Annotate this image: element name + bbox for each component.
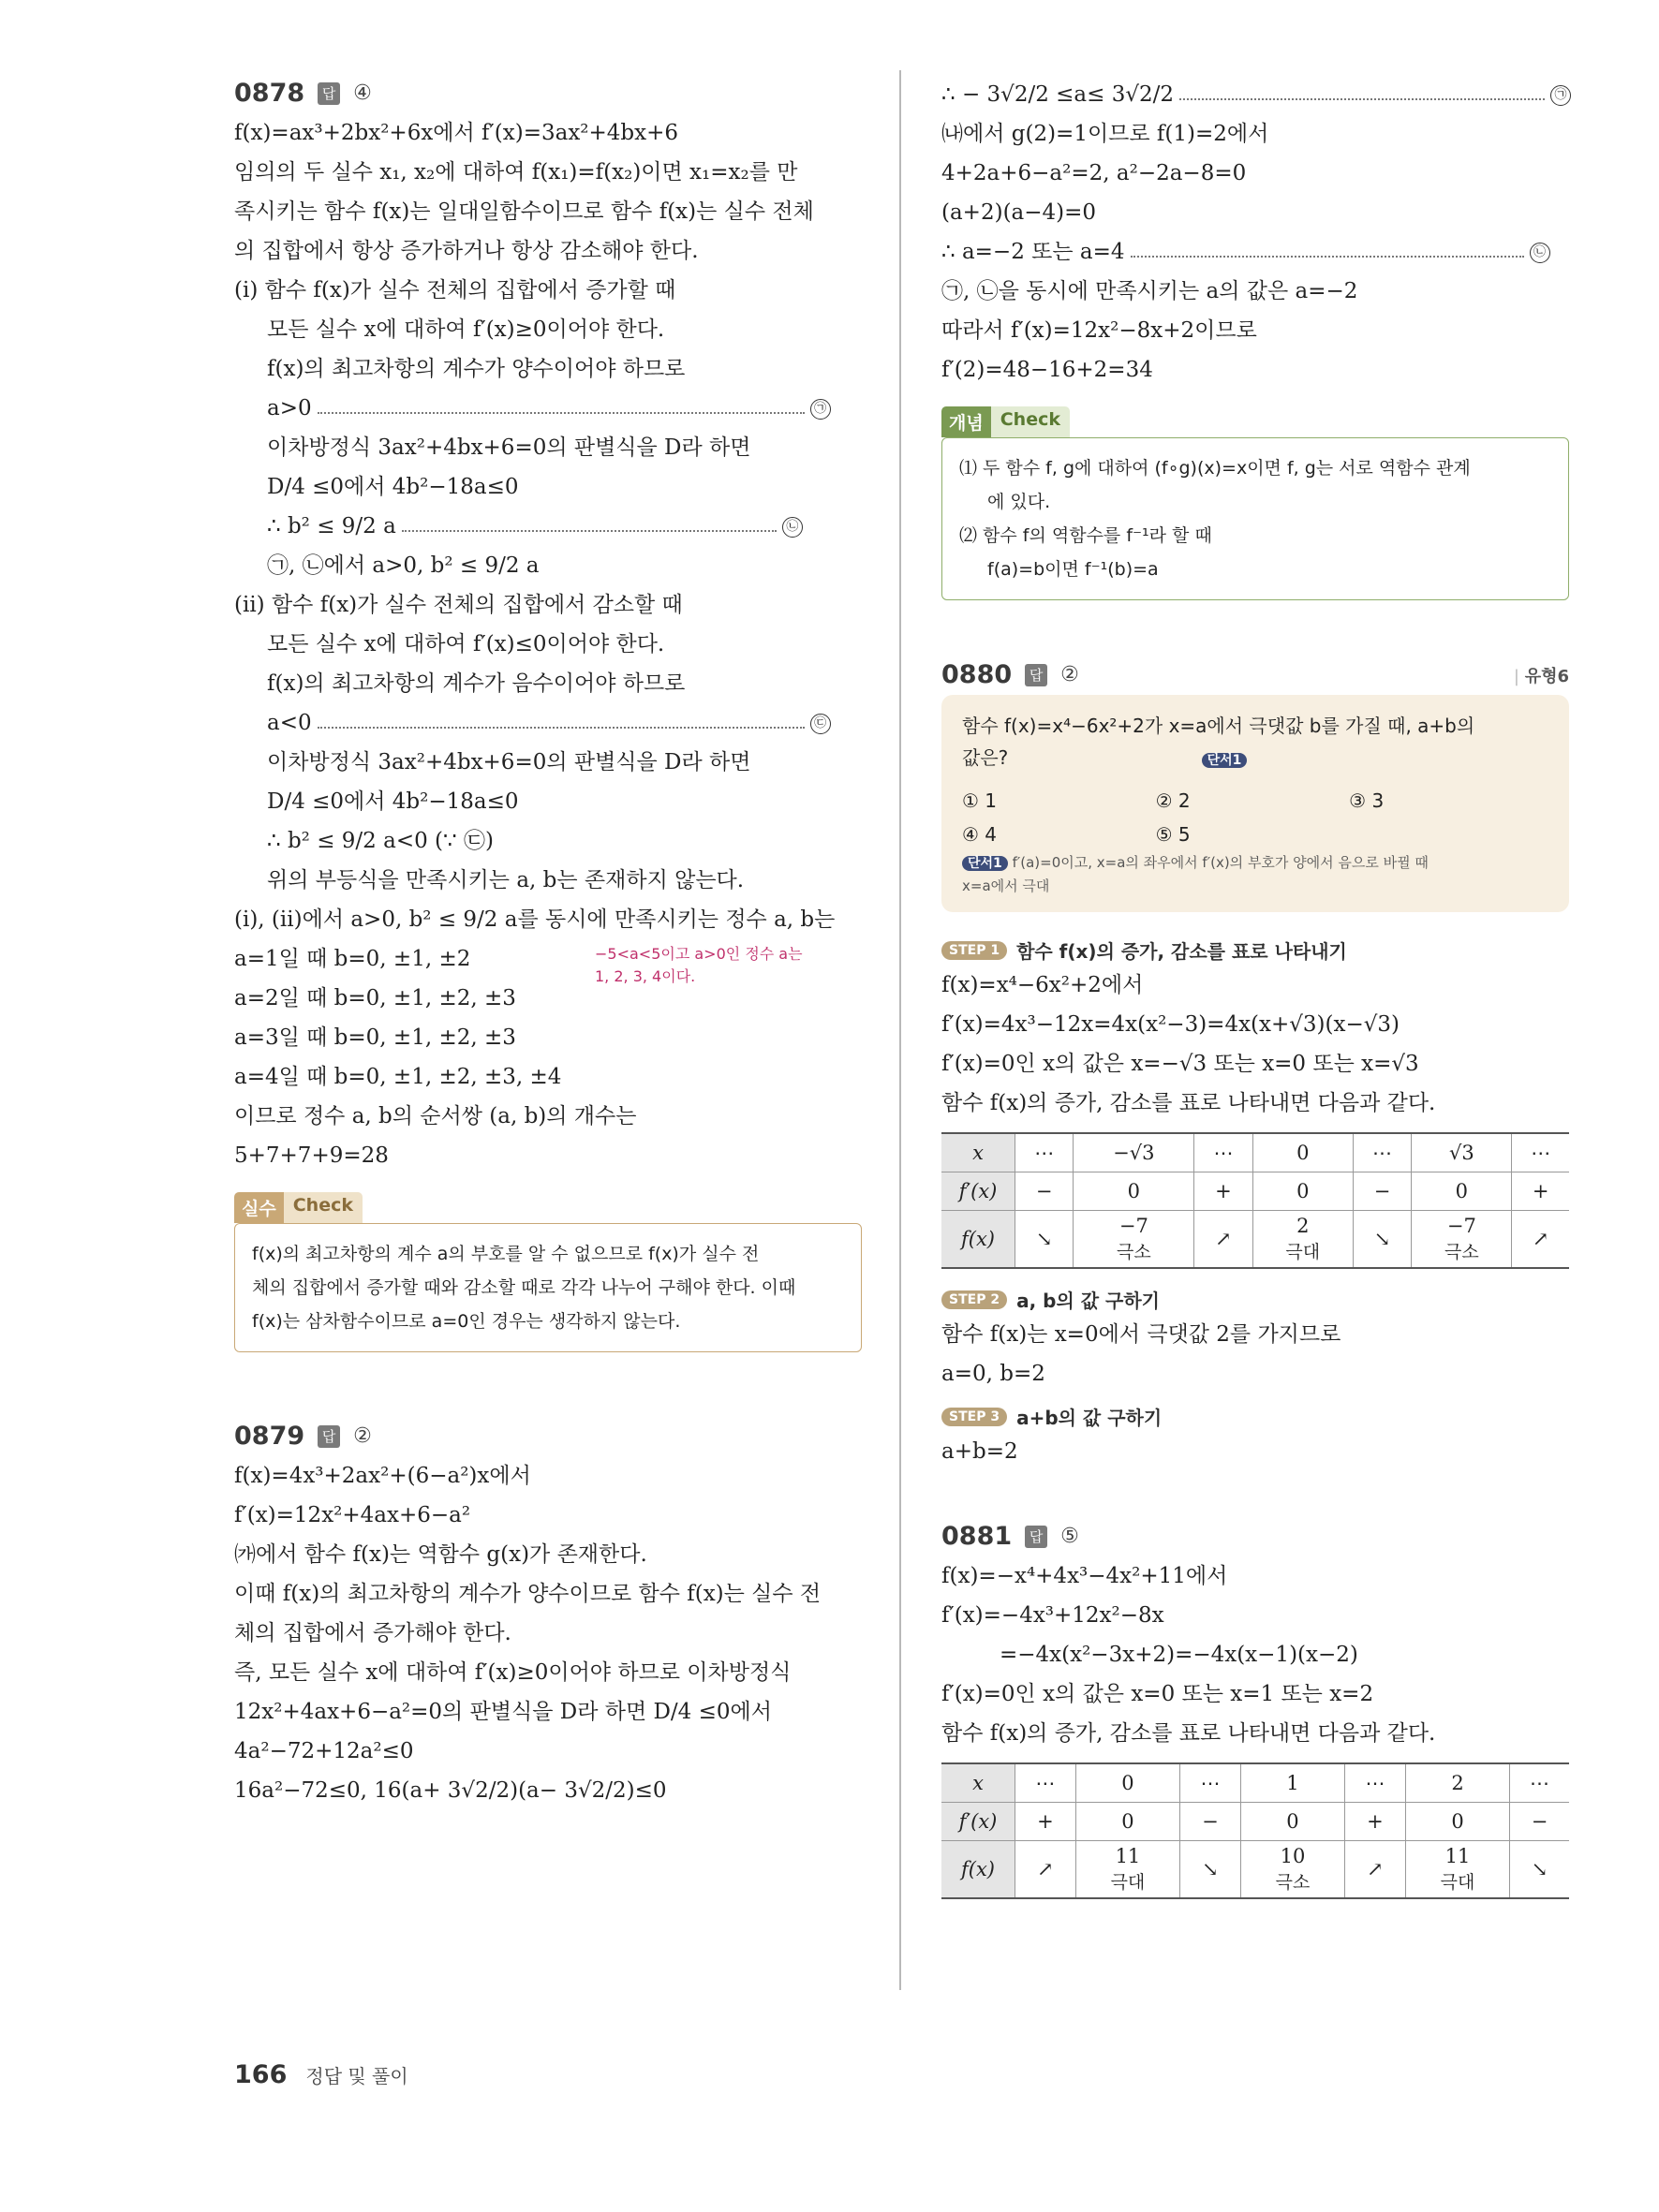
table-cell: 0 <box>1075 1803 1179 1841</box>
cell-value: 10 <box>1280 1845 1306 1867</box>
cell-sub: 극소 <box>1275 1872 1311 1893</box>
cell-value: ↘ <box>1373 1228 1391 1250</box>
solution-line: 임의의 두 실수 x₁, x₂에 대하여 f(x₁)=f(x₂)이면 x₁=x₂를 만 <box>234 160 798 184</box>
integer-pairs-block <box>234 939 862 1097</box>
table-cell: −√3 <box>1074 1133 1194 1172</box>
cell-value: ↘ <box>1531 1858 1548 1880</box>
table-cell <box>1015 1841 1076 1899</box>
cell-value: 2 <box>1296 1215 1310 1237</box>
note-line: ⑵ 함수 f의 역함수를 f⁻¹라 할 때 <box>959 525 1212 546</box>
leader-dots <box>402 523 777 532</box>
concept-check-box <box>941 437 1569 600</box>
solution-line: a=2일 때 b=0, ±1, ±2, ±3 <box>234 986 516 1010</box>
table-cell <box>1075 1841 1179 1899</box>
equation: ∴ − 3√2/2 ≤a≤ 3√2/2 <box>941 82 1175 107</box>
problem-number: 0879 <box>234 1422 305 1451</box>
table-cell <box>1240 1841 1344 1899</box>
table-cell: 1 <box>1240 1763 1344 1803</box>
table-cell: ⋯ <box>1194 1133 1252 1172</box>
solution-line: 모든 실수 x에 대하여 f′(x)≥0이어야 한다. <box>267 317 665 342</box>
choice-3: ③ 3 <box>1349 789 1385 812</box>
clue-tag: 단서1 <box>1202 753 1248 768</box>
final-answer-line: a+b=2 <box>941 1439 1018 1464</box>
problem-number: 0878 <box>234 79 305 108</box>
row-head: f(x) <box>941 1841 1015 1899</box>
cell-value: ↘ <box>1035 1228 1053 1250</box>
final-answer-line: f′(2)=48−16+2=34 <box>941 358 1153 382</box>
question-line-2 <box>962 742 1548 776</box>
solution-line: 이차방정식 3ax²+4bx+6=0의 판별식을 D라 하면 <box>267 750 751 774</box>
table-cell: 0 <box>1252 1172 1353 1211</box>
note-line: f(x)의 최고차항의 계수 a의 부호를 알 수 없으므로 f(x)가 실수 전 <box>252 1244 760 1264</box>
leader-dots <box>318 405 805 414</box>
problem-0880-header <box>941 660 1569 689</box>
cell-value: ↗ <box>1037 1858 1054 1880</box>
table-row <box>941 1763 1569 1803</box>
problem-0878-header <box>234 79 862 108</box>
equation: a>0 <box>267 396 312 420</box>
increase-decrease-table <box>941 1762 1569 1899</box>
cell-value: ↗ <box>1367 1858 1384 1880</box>
solution-line: ∴ b² ≤ 9/2 a<0 (∵ ㉢) <box>267 829 494 853</box>
hint-line: f′(a)=0이고, x=a의 좌우에서 f′(x)의 부호가 양에서 음으로 바뀔 때 <box>1012 854 1429 871</box>
choice-5: ⑤ 5 <box>1155 823 1191 846</box>
table-cell: 0 <box>1252 1133 1353 1172</box>
solution-line: f′(x)=4x³−12x=4x(x²−3)=4x(x+√3)(x−√3) <box>941 1012 1400 1037</box>
table-cell: √3 <box>1412 1133 1512 1172</box>
marker: ㉠ <box>810 399 831 420</box>
solution-line: =−4x(x²−3x+2)=−4x(x−1)(x−2) <box>1000 1643 1358 1667</box>
solution-line: 12x²+4ax+6−a²=0의 판별식을 D라 하면 D/4 ≤0에서 <box>234 1700 772 1724</box>
question-text: 값은? <box>962 746 1009 769</box>
cell-value: 11 <box>1444 1845 1471 1867</box>
table-cell: ⋯ <box>1353 1133 1411 1172</box>
solution-line-marked <box>234 389 862 428</box>
step-title: 함수 f(x)의 증가, 감소를 표로 나타내기 <box>1016 940 1347 963</box>
solution-line: a=0, b=2 <box>941 1362 1045 1386</box>
table-cell: 0 <box>1074 1172 1194 1211</box>
table-cell <box>1252 1211 1353 1269</box>
hint-line: x=a에서 극대 <box>962 877 1050 894</box>
case-heading: (ⅰ) 함수 f(x)가 실수 전체의 집합에서 증가할 때 <box>234 278 676 302</box>
cell-value: ↘ <box>1202 1858 1219 1880</box>
answer-icon: 답 <box>318 82 340 105</box>
answer-value: ⑤ <box>1060 1525 1079 1548</box>
step-tag: STEP 2 <box>941 1290 1007 1309</box>
table-cell <box>1510 1841 1569 1899</box>
solution-line: ㈎에서 함수 f(x)는 역함수 g(x)가 존재한다. <box>234 1542 647 1567</box>
table-cell <box>1353 1211 1411 1269</box>
equation: ∴ a=−2 또는 a=4 <box>941 240 1125 264</box>
leader-dots <box>1179 91 1545 100</box>
step-title: a+b의 값 구하기 <box>1016 1407 1163 1429</box>
table-cell <box>1194 1211 1252 1269</box>
label-tag: 실수 <box>234 1192 284 1223</box>
solution-line: 이므로 정수 a, b의 순서쌍 (a, b)의 개수는 <box>234 1104 637 1128</box>
step-1-heading <box>941 936 1569 964</box>
table-cell: ⋯ <box>1512 1133 1569 1172</box>
table-cell <box>1074 1211 1194 1269</box>
note-line: 체의 집합에서 증가할 때와 감소할 때로 각각 나누어 구해야 한다. 이때 <box>252 1277 796 1298</box>
note-line: f(a)=b이면 f⁻¹(b)=a <box>987 559 1159 580</box>
cell-value: −7 <box>1446 1215 1476 1237</box>
solution-line: f(x)=ax³+2bx²+6x에서 f′(x)=3ax²+4bx+6 <box>234 121 679 145</box>
note-line: ⑴ 두 함수 f, g에 대하여 (f∘g)(x)=x이면 f, g는 서로 역함수 관계 <box>959 458 1471 479</box>
solution-line-marked <box>941 232 1569 272</box>
label-check: Check <box>991 406 1070 437</box>
solution-line: 함수 f(x)의 증가, 감소를 표로 나타내면 다음과 같다. <box>941 1721 1436 1746</box>
cell-sub: 극소 <box>1116 1242 1151 1262</box>
solution-line: 즉, 모든 실수 x에 대하여 f′(x)≥0이어야 하므로 이차방정식 <box>234 1660 792 1685</box>
solution-line: 따라서 f′(x)=12x²−8x+2이므로 <box>941 318 1257 343</box>
solution-line: f′(x)=0인 x의 값은 x=−√3 또는 x=0 또는 x=√3 <box>941 1052 1419 1076</box>
solution-line-marked <box>234 507 862 546</box>
mistake-check-label <box>234 1192 363 1223</box>
table-row <box>941 1841 1569 1899</box>
question-line: 함수 f(x)=x⁴−6x²+2가 x=a에서 극댓값 b를 가질 때, a+b의 <box>962 715 1475 737</box>
solution-line: ㉠, ㉡에서 a>0, b² ≤ 9/2 a <box>267 553 540 578</box>
table-cell: + <box>1512 1172 1569 1211</box>
right-column <box>941 75 1569 1916</box>
equation: ∴ b² ≤ 9/2 a <box>267 514 396 538</box>
label-check: Check <box>284 1192 363 1223</box>
solution-line: ㈏에서 g(2)=1이므로 f(1)=2에서 <box>941 122 1269 146</box>
step-3-heading <box>941 1403 1569 1430</box>
cell-sub: 극대 <box>1110 1872 1146 1893</box>
answer-icon: 답 <box>318 1425 340 1448</box>
table-cell <box>1015 1211 1074 1269</box>
left-column <box>234 75 862 1810</box>
table-cell <box>1405 1841 1509 1899</box>
table-cell: ⋯ <box>1015 1763 1076 1803</box>
step-title: a, b의 값 구하기 <box>1016 1290 1160 1312</box>
solution-line: 함수 f(x)의 증가, 감소를 표로 나타내면 다음과 같다. <box>941 1091 1436 1115</box>
table-cell <box>1345 1841 1406 1899</box>
leader-dots <box>318 719 805 729</box>
table-cell <box>1180 1841 1241 1899</box>
solution-line: D/4 ≤0에서 4b²−18a≤0 <box>267 475 519 499</box>
footer-label: 정답 및 풀이 <box>305 2065 408 2087</box>
cell-value: −7 <box>1118 1215 1148 1237</box>
column-divider <box>899 70 901 1990</box>
row-head: x <box>941 1763 1015 1803</box>
answer-icon: 답 <box>1025 1526 1047 1548</box>
question-box <box>941 695 1569 912</box>
type-tag: | 유형6 <box>1514 663 1569 687</box>
table-cell <box>1412 1211 1512 1269</box>
answer-value: ② <box>1060 663 1079 686</box>
final-answer-line: 5+7+7+9=28 <box>234 1143 389 1168</box>
clue-hint <box>962 851 1548 897</box>
side-note-line: 1, 2, 3, 4이다. <box>595 967 696 985</box>
table-cell: ⋯ <box>1345 1763 1406 1803</box>
table-cell: − <box>1510 1803 1569 1841</box>
step-2-heading <box>941 1286 1569 1313</box>
solution-line: 4a²−72+12a²≤0 <box>234 1739 414 1763</box>
solution-line: f(x)=4x³+2ax²+(6−a²)x에서 <box>234 1464 531 1488</box>
page-footer <box>234 2060 408 2089</box>
table-cell: ⋯ <box>1510 1763 1569 1803</box>
cell-sub: 극대 <box>1285 1242 1321 1262</box>
table-cell: ⋯ <box>1015 1133 1074 1172</box>
answer-choices <box>962 784 1548 851</box>
cell-sub: 극소 <box>1444 1242 1479 1262</box>
increase-decrease-table <box>941 1132 1569 1269</box>
solution-line-marked <box>941 75 1569 114</box>
cell-value: ↗ <box>1215 1228 1232 1250</box>
cell-value: 11 <box>1115 1845 1141 1867</box>
problem-0881-header <box>941 1522 1569 1551</box>
table-row <box>941 1211 1569 1269</box>
solution-line: 체의 집합에서 증가해야 한다. <box>234 1621 511 1645</box>
table-cell: 2 <box>1405 1763 1509 1803</box>
table-cell: + <box>1015 1803 1076 1841</box>
table-cell: 0 <box>1412 1172 1512 1211</box>
mistake-check-box <box>234 1223 862 1352</box>
marker: ㉡ <box>1530 243 1550 263</box>
solution-line: (a+2)(a−4)=0 <box>941 200 1097 225</box>
note-line: f(x)는 삼차함수이므로 a=0인 경우는 생각하지 않는다. <box>252 1311 681 1332</box>
table-row <box>941 1133 1569 1172</box>
answer-icon: 답 <box>1025 664 1047 686</box>
solution-line: a=3일 때 b=0, ±1, ±2, ±3 <box>234 1025 516 1050</box>
row-head: x <box>941 1133 1015 1172</box>
case-heading: (ⅱ) 함수 f(x)가 실수 전체의 집합에서 감소할 때 <box>234 593 683 617</box>
marker: ㉠ <box>1550 85 1571 106</box>
table-cell: 0 <box>1075 1763 1179 1803</box>
mistake-check-section <box>234 1192 862 1352</box>
row-head: f′(x) <box>941 1803 1015 1841</box>
solution-line: f′(x)=0인 x의 값은 x=0 또는 x=1 또는 x=2 <box>941 1682 1374 1706</box>
solution-line: 족시키는 함수 f(x)는 일대일함수이므로 함수 f(x)는 실수 전체 <box>234 199 814 224</box>
table-cell <box>1512 1211 1569 1269</box>
solution-line: f(x)=−x⁴+4x³−4x²+11에서 <box>941 1564 1228 1588</box>
solution-line: 이차방정식 3ax²+4bx+6=0의 판별식을 D라 하면 <box>267 435 751 460</box>
solution-line: a=1일 때 b=0, ±1, ±2 <box>234 947 471 971</box>
clue-tag: 단서1 <box>962 856 1008 871</box>
problem-number: 0880 <box>941 660 1013 689</box>
table-row <box>941 1803 1569 1841</box>
solution-line: 위의 부등식을 만족시키는 a, b는 존재하지 않는다. <box>267 868 745 892</box>
table-cell: + <box>1194 1172 1252 1211</box>
concept-check-label <box>941 406 1070 437</box>
solution-line: D/4 ≤0에서 4b²−18a≤0 <box>267 789 519 814</box>
label-tag: 개념 <box>941 406 991 437</box>
solution-line-marked <box>234 703 862 743</box>
solution-line: 4+2a+6−a²=2, a²−2a−8=0 <box>941 161 1247 185</box>
table-row <box>941 1172 1569 1211</box>
answer-value: ② <box>353 1424 372 1448</box>
side-note <box>595 943 803 988</box>
equation: a<0 <box>267 711 312 735</box>
row-head: f(x) <box>941 1211 1015 1269</box>
problem-0879-header <box>234 1422 862 1451</box>
solution-line: f′(x)=12x²+4ax+6−a² <box>234 1503 471 1527</box>
choice-2: ② 2 <box>1155 789 1191 812</box>
solution-line: f(x)의 최고차항의 계수가 음수이어야 하므로 <box>267 671 686 696</box>
table-cell: ⋯ <box>1180 1763 1241 1803</box>
table-cell: − <box>1353 1172 1411 1211</box>
step-tag: STEP 3 <box>941 1408 1007 1426</box>
concept-check-section <box>941 406 1569 600</box>
table-cell: + <box>1345 1803 1406 1841</box>
marker: ㉢ <box>810 714 831 734</box>
solution-line: 함수 f(x)는 x=0에서 극댓값 2를 가지므로 <box>941 1322 1341 1347</box>
answer-value: ④ <box>353 81 372 105</box>
page-number: 166 <box>234 2060 288 2089</box>
solution-line: (ⅰ), (ⅱ)에서 a>0, b² ≤ 9/2 a를 동시에 만족시키는 정수 a, b는 <box>234 907 836 932</box>
solution-line: f′(x)=−4x³+12x²−8x <box>941 1603 1164 1628</box>
side-note-line: −5<a<5이고 a>0인 정수 a는 <box>595 945 803 963</box>
solution-line: ㉠, ㉡을 동시에 만족시키는 a의 값은 a=−2 <box>941 279 1358 303</box>
table-cell: − <box>1180 1803 1241 1841</box>
solution-line: 모든 실수 x에 대하여 f′(x)≤0이어야 한다. <box>267 632 665 656</box>
solution-line: 이때 f(x)의 최고차항의 계수가 양수이므로 함수 f(x)는 실수 전 <box>234 1582 822 1606</box>
solution-line: f(x)의 최고차항의 계수가 양수이어야 하므로 <box>267 357 686 381</box>
table-cell: − <box>1015 1172 1074 1211</box>
solution-line: f(x)=x⁴−6x²+2에서 <box>941 973 1144 997</box>
problem-number: 0881 <box>941 1522 1013 1551</box>
solution-line: 16a²−72≤0, 16(a+ 3√2/2)(a− 3√2/2)≤0 <box>234 1778 667 1803</box>
choice-4: ④ 4 <box>962 823 998 846</box>
cell-value: ↗ <box>1532 1228 1549 1250</box>
row-head: f′(x) <box>941 1172 1015 1211</box>
choice-1: ① 1 <box>962 789 998 812</box>
marker: ㉡ <box>782 517 803 538</box>
cell-sub: 극대 <box>1440 1872 1475 1893</box>
note-line: 에 있다. <box>987 492 1051 512</box>
solution-line: a=4일 때 b=0, ±1, ±2, ±3, ±4 <box>234 1065 562 1089</box>
table-cell: 0 <box>1240 1803 1344 1841</box>
step-tag: STEP 1 <box>941 941 1007 960</box>
leader-dots <box>1131 248 1524 258</box>
table-cell: 0 <box>1405 1803 1509 1841</box>
solution-line: 의 집합에서 항상 증가하거나 항상 감소해야 한다. <box>234 239 699 263</box>
